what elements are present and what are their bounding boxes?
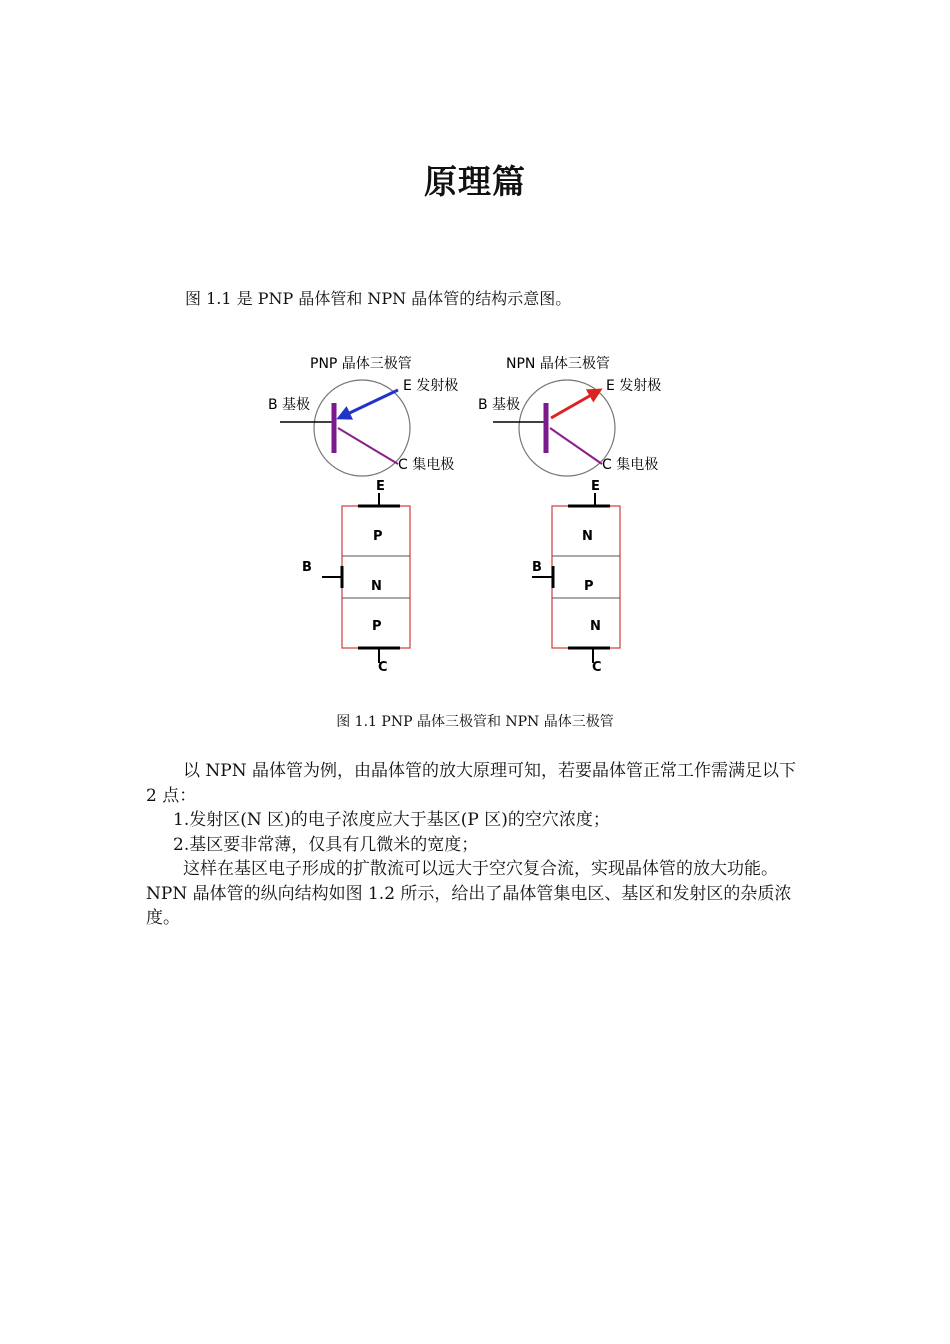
npn-layer-label: N: [582, 529, 593, 544]
npn-base-label: B 基极: [478, 397, 521, 413]
npn-terminal-e: E: [591, 479, 600, 494]
page-title: 原理篇: [424, 162, 526, 201]
npn-collector-label: C 集电极: [602, 457, 659, 473]
transistor-diagram: [260, 348, 680, 688]
pnp-collector-label: C 集电极: [398, 457, 455, 473]
npn-layer-label: P: [584, 579, 594, 594]
pnp-terminal-c: C: [378, 660, 388, 675]
npn-terminal-c: C: [592, 660, 602, 675]
pnp-layer-label: P: [373, 529, 383, 544]
paragraph: 以 NPN 晶体管为例，由晶体管的放大原理可知，若要晶体管正常工作需满足以下 2 点：: [146, 761, 796, 806]
pnp-layer-label: P: [372, 619, 382, 634]
intro-text: 图 1.1 是 PNP 晶体管和 NPN 晶体管的结构示意图。: [185, 289, 572, 308]
pnp-structure: [302, 479, 410, 675]
npn-collector-lead: [550, 428, 602, 464]
pnp-collector-lead: [338, 428, 398, 464]
pnp-title: PNP 晶体三极管: [310, 356, 412, 372]
pnp-symbol: [268, 355, 458, 476]
npn-title: NPN 晶体三极管: [506, 356, 610, 372]
figure-caption: 图 1.1 PNP 晶体三极管和 NPN 晶体三极管: [336, 714, 614, 730]
list-item: 1.发射区(N 区)的电子浓度应大于基区(P 区)的空穴浓度；: [173, 810, 610, 830]
paragraph: 这样在基区电子形成的扩散流可以远大于空穴复合流，实现晶体管的放大功能。NPN 晶体管的纵向结构如图 1.2 所示，给出了晶体管集电区、基区和发射区的杂质浓度。: [146, 859, 792, 928]
npn-circle: [519, 380, 615, 476]
npn-box: [552, 506, 620, 648]
npn-structure: [532, 479, 620, 675]
npn-emitter-label: E 发射极: [606, 378, 662, 394]
body-text: [146, 759, 808, 931]
pnp-layer-label: N: [371, 579, 382, 594]
npn-symbol: [478, 355, 661, 476]
pnp-base-label: B 基极: [268, 397, 311, 413]
pnp-terminal-b: B: [302, 560, 312, 575]
pnp-emitter-arrow: [339, 390, 398, 418]
pnp-emitter-label: E 发射极: [403, 378, 459, 394]
npn-emitter-arrow: [551, 390, 600, 418]
transistor-figure: [260, 348, 680, 688]
npn-layer-label: N: [590, 619, 601, 634]
pnp-terminal-e: E: [376, 479, 385, 494]
npn-terminal-b: B: [532, 560, 542, 575]
list-item: 2.基区要非常薄，仅具有几微米的宽度；: [173, 834, 479, 855]
